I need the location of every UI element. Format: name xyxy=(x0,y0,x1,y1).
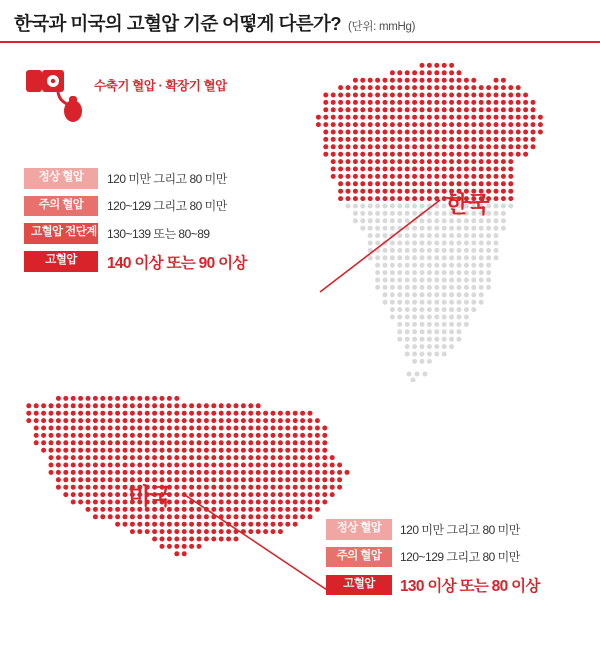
row-label: 정상 혈압 xyxy=(24,168,98,189)
table-row xyxy=(24,168,324,189)
table-row xyxy=(24,223,324,244)
row-value: 140 이상 또는 90 이상 xyxy=(107,254,247,272)
usa-map xyxy=(8,385,368,600)
table-row-highlight xyxy=(326,574,578,596)
page-title: 한국과 미국의 고혈압 기준 어떻게 다른가? xyxy=(14,13,342,34)
table-row xyxy=(326,547,578,568)
row-label: 주의 혈압 xyxy=(24,196,98,217)
blood-pressure-monitor-icon xyxy=(24,66,88,126)
row-label: 고혈압 xyxy=(24,251,98,272)
row-label: 고혈압 xyxy=(326,575,392,596)
row-label: 정상 혈압 xyxy=(326,519,392,540)
row-value: 130~139 또는 80~89 xyxy=(107,226,210,241)
row-value: 120~129 그리고 80 미만 xyxy=(400,550,520,565)
row-value: 130 이상 또는 80 이상 xyxy=(400,578,540,595)
row-value: 120 미만 그리고 80 미만 xyxy=(107,171,227,186)
row-value: 120 미만 그리고 80 미만 xyxy=(400,522,520,537)
legend xyxy=(24,66,274,126)
page-header xyxy=(0,0,600,44)
unit-note: (단위: mmHg) xyxy=(348,21,416,33)
country-label-korea: 한국 xyxy=(446,191,489,217)
table-row xyxy=(24,196,324,217)
row-label: 주의 혈압 xyxy=(326,547,392,568)
table-row-highlight xyxy=(24,251,324,273)
header-divider xyxy=(0,41,600,43)
legend-caption: 수축기 혈압 · 확장기 혈압 xyxy=(94,79,227,93)
table-row xyxy=(326,519,578,540)
country-label-usa: 미국 xyxy=(128,483,171,509)
footer-spacer xyxy=(0,642,600,643)
usa-criteria-table xyxy=(326,519,578,596)
korea-criteria-table xyxy=(24,168,324,273)
row-value: 120~129 그리고 80 미만 xyxy=(107,199,227,214)
row-label: 고혈압 전단계 xyxy=(24,223,98,244)
